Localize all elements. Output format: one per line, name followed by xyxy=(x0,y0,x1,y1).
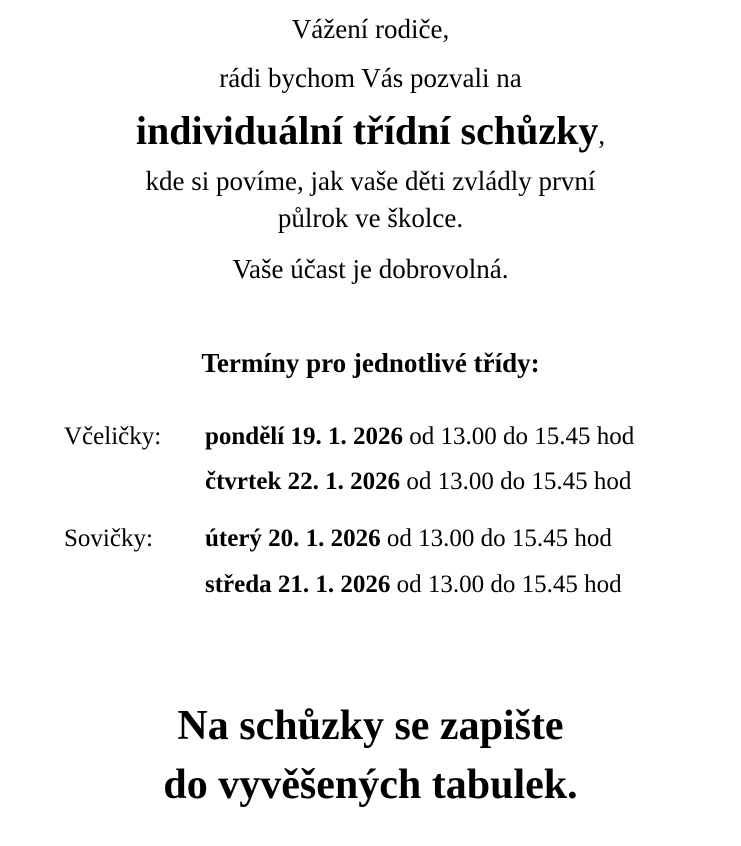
footer-line-2-text: do vyvěšených tabulek xyxy=(163,762,568,808)
slot-date: úterý 20. 1. 2026 xyxy=(205,525,381,552)
headline-punctuation: , xyxy=(598,120,606,150)
slot-time: od 13.00 do 15.45 hod xyxy=(390,571,622,598)
class-label-vcelicky: Včeličky: xyxy=(64,423,162,450)
greeting: Vážení rodiče, xyxy=(291,14,450,44)
headline xyxy=(0,108,741,153)
slot-date: čtvrtek 22. 1. 2026 xyxy=(205,468,401,495)
slot-date: pondělí 19. 1. 2026 xyxy=(205,423,403,450)
voluntary-note: Vaše účast je dobrovolná. xyxy=(232,254,509,284)
footer-line-2 xyxy=(0,764,741,806)
class-label-sovicky: Sovičky: xyxy=(64,525,153,552)
schedule-slot xyxy=(205,424,634,449)
footer-line-1: Na schůzky se zapište xyxy=(177,703,564,749)
slot-time: od 13.00 do 15.45 hod xyxy=(402,423,635,450)
body-line-2: půlrok ve školce. xyxy=(277,203,464,233)
slot-time: od 13.00 do 15.45 hod xyxy=(400,468,632,495)
body-line-1: kde si povíme, jak vaše děti zvládly první xyxy=(145,166,596,196)
schedule-slot xyxy=(205,526,612,551)
schedule-title: Termíny pro jednotlivé třídy: xyxy=(201,348,540,378)
footer-punctuation: . xyxy=(567,762,578,808)
slot-time: od 13.00 do 15.45 hod xyxy=(380,525,612,552)
intro-text: rádi bychom Vás pozvali na xyxy=(219,63,522,93)
headline-text: individuální třídní schůzky xyxy=(135,108,599,153)
schedule-slot xyxy=(205,572,622,597)
schedule-slot xyxy=(205,469,631,494)
slot-date: středa 21. 1. 2026 xyxy=(205,571,391,598)
